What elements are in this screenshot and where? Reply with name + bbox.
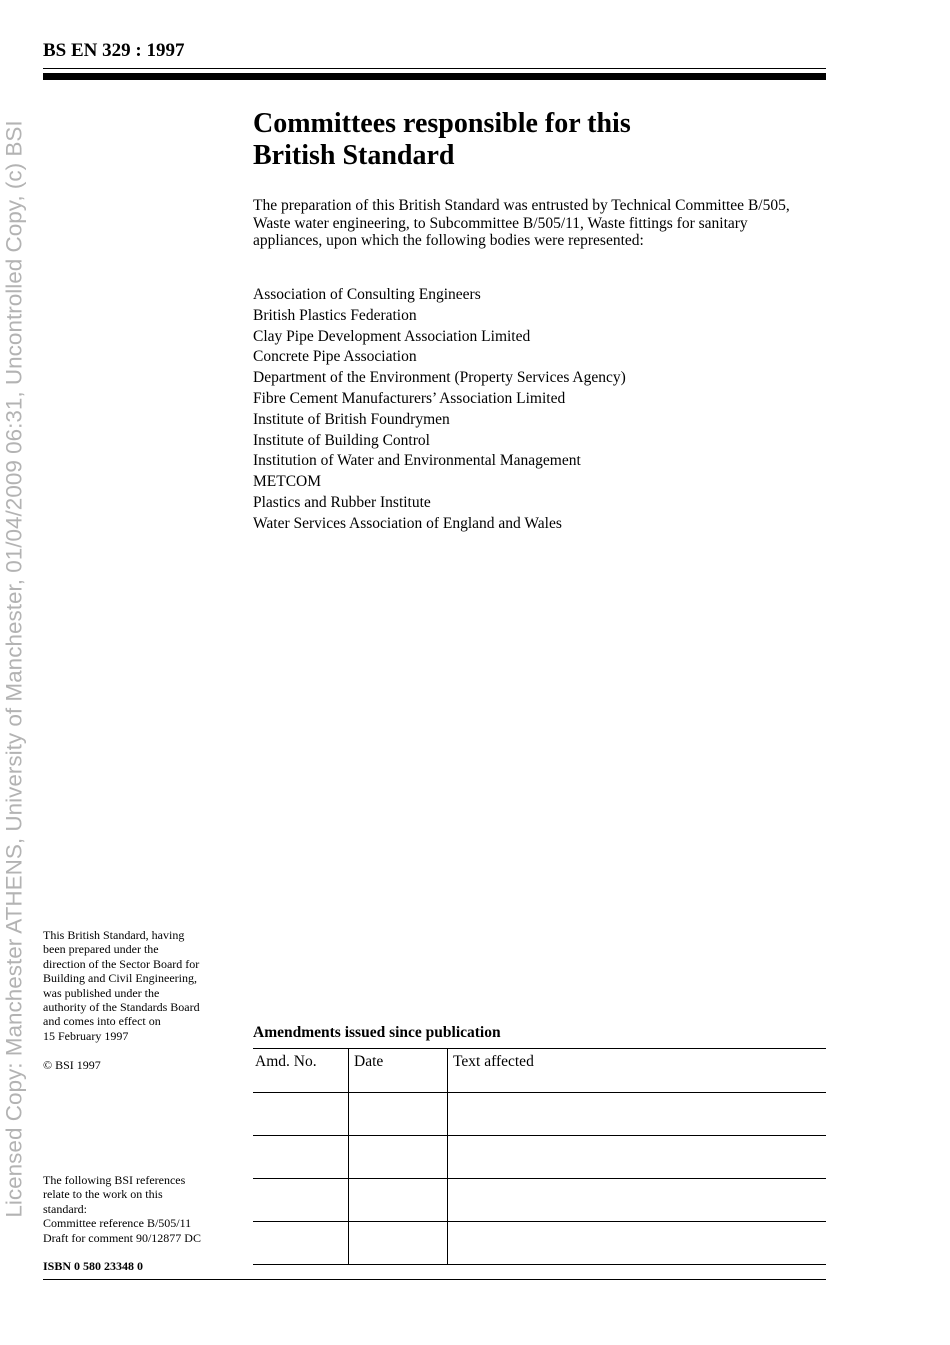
- list-item: Association of Consulting Engineers: [253, 286, 481, 303]
- list-item: Water Services Association of England and Wales: [253, 514, 562, 532]
- table-cell: [253, 1136, 349, 1179]
- column-header-text-affected: Text affected: [448, 1049, 827, 1093]
- bsi-references-line: Draft for comment 90/12877 DC: [43, 1230, 201, 1245]
- list-item: Institution of Water and Environmental Management: [253, 452, 581, 470]
- list-item: Department of the Environment (Property Services Agency): [253, 369, 626, 387]
- table-cell: [448, 1222, 827, 1265]
- bsi-references-line: relate to the work on this: [43, 1187, 163, 1202]
- column-header-date: Date: [349, 1049, 448, 1093]
- table-cell: [253, 1222, 349, 1265]
- bsi-references-line: Committee reference B/505/11: [43, 1216, 192, 1231]
- table-row: [253, 1179, 826, 1222]
- bsi-references: [43, 1173, 243, 1245]
- watermark: Licensed Copy: Manchester ATHENS, University of Manchester, 01/04/2009 06:31, Uncontrolled Copy, (c) BSI: [1, 120, 27, 1218]
- page-title-line-1: Committees responsible for this: [253, 108, 631, 139]
- table-row: [253, 1093, 826, 1136]
- header-rule-thick: [43, 73, 826, 80]
- document-id: BS EN 329 : 1997: [43, 40, 185, 61]
- publication-note-line: 15 February 1997: [43, 1028, 129, 1043]
- table-cell: [448, 1179, 827, 1222]
- table-cell: [253, 1179, 349, 1222]
- table-cell: [253, 1093, 349, 1136]
- publication-note-line: was published under the: [43, 985, 160, 1000]
- table-cell: [448, 1136, 827, 1179]
- column-header-amd-no: Amd. No.: [253, 1049, 349, 1093]
- page-title-line-2: British Standard: [253, 140, 455, 171]
- copyright-notice: © BSI 1997: [43, 1058, 101, 1072]
- header-rule-thin: [43, 68, 826, 69]
- table-row: [253, 1136, 826, 1179]
- table-cell: [349, 1093, 448, 1136]
- publication-note-line: Building and Civil Engineering,: [43, 971, 197, 986]
- bsi-references-line: The following BSI references: [43, 1173, 186, 1187]
- publication-note-line: been prepared under the: [43, 942, 159, 957]
- represented-bodies-list: [253, 285, 626, 535]
- publication-note: [43, 928, 243, 1043]
- footer-rule: [43, 1279, 826, 1280]
- table-cell: [349, 1136, 448, 1179]
- bsi-references-line: standard:: [43, 1201, 87, 1216]
- list-item: Clay Pipe Development Association Limited: [253, 327, 531, 345]
- table-cell: [349, 1179, 448, 1222]
- publication-note-line: direction of the Sector Board for: [43, 956, 200, 971]
- table-cell: [349, 1222, 448, 1265]
- list-item: Plastics and Rubber Institute: [253, 493, 431, 511]
- table-row: [253, 1222, 826, 1265]
- list-item: Concrete Pipe Association: [253, 348, 417, 366]
- list-item: Institute of Building Control: [253, 431, 430, 449]
- intro-paragraph: The preparation of this British Standard was entrusted by Technical Committee B/505, Waste water engineering, to Subcommittee B/505/11, Waste fittings for sanitary appliances, upon which the following bodies were represented:: [253, 197, 790, 249]
- amendments-table: [253, 1048, 826, 1265]
- amendments-title: Amendments issued since publication: [253, 1024, 501, 1041]
- list-item: British Plastics Federation: [253, 306, 417, 324]
- list-item: Institute of British Foundrymen: [253, 410, 450, 428]
- publication-note-line: and comes into effect on: [43, 1014, 161, 1029]
- list-item: Fibre Cement Manufacturers’ Association Limited: [253, 389, 566, 407]
- page-title: [253, 108, 813, 172]
- table-cell: [448, 1093, 827, 1136]
- publication-note-line: authority of the Standards Board: [43, 1000, 200, 1015]
- publication-note-line: This British Standard, having: [43, 928, 185, 942]
- list-item: METCOM: [253, 473, 322, 491]
- table-header-row: [253, 1049, 826, 1093]
- isbn: ISBN 0 580 23348 0: [43, 1259, 144, 1273]
